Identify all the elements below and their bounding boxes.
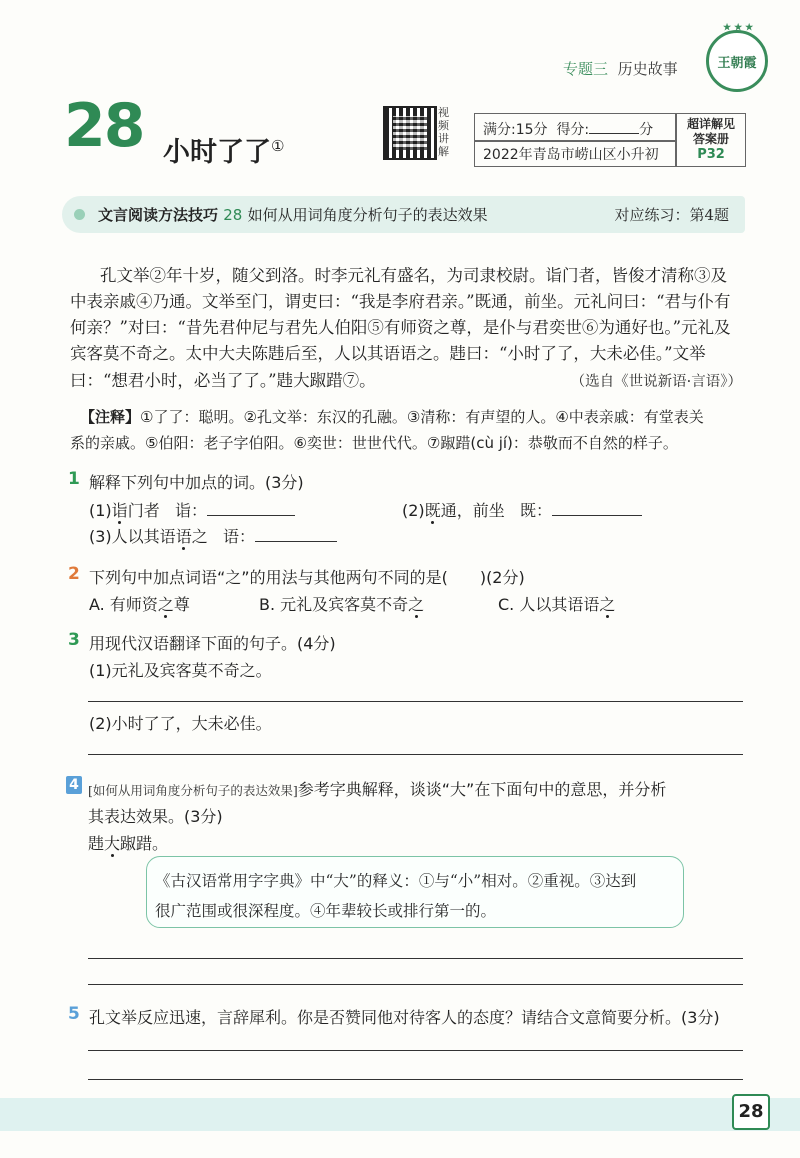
method-banner [62, 196, 745, 233]
question-5-text: 孔文举反应迅速，言辞犀利。你是否赞同他对待客人的态度？请结合文意简要分析。(3分) [89, 1008, 720, 1027]
lesson-number: 28 [64, 91, 144, 161]
question-2-text: 下列句中加点词语“之”的用法与其他两句不同的是( )(2分) [89, 568, 525, 587]
answer-reference [678, 117, 744, 162]
gain-label: 得分: [556, 122, 590, 138]
qr-label: 视频讲解 [438, 106, 449, 158]
score-row [483, 119, 653, 139]
q3-sentence-2: (2)小时了了，大未必佳。 [89, 714, 272, 733]
q5-answer-line-2[interactable] [88, 1079, 743, 1080]
logo-stars: ★★★ [723, 23, 757, 33]
logo-text: 王朝霞 [717, 55, 757, 71]
topic-label: 专题三 历史故事 [563, 60, 678, 78]
passage-citation: （选自《世说新语·言语》） [570, 374, 742, 390]
q2-option-c[interactable]: C. 人以其语语之 [498, 595, 616, 614]
notes-line1 [80, 406, 704, 427]
dictionary-box [146, 856, 684, 928]
exam-source: 2022年青岛市崂山区小升初 [483, 147, 659, 163]
q3-sentence-1: (1)元礼及宾客莫不奇之。 [89, 661, 272, 680]
notes-text1: ①了了：聪明。②孔文举：东汉的孔融。③清称：有声望的人。④中表亲戚：有堂表关 [140, 408, 704, 426]
method-practice: 对应练习：第4题 [614, 206, 729, 224]
question-3-number: 3 [68, 630, 80, 650]
page-number: 28 [732, 1094, 770, 1130]
q2-option-a[interactable]: A. 有师资之尊 [89, 595, 190, 614]
passage-line: 孔文举②年十岁，随父到洛。时李元礼有盛名，为司隶校尉。诣门者，皆俊才清称③及 [100, 266, 727, 285]
q1-answer-2[interactable] [552, 515, 642, 516]
question-4-text2: 其表达效果。(3分) [88, 807, 223, 826]
score-blank[interactable] [589, 133, 639, 134]
q3-answer-line-2[interactable] [88, 754, 743, 755]
q2-option-b[interactable]: B. 元礼及宾客莫不奇之 [259, 595, 425, 614]
topic-name: 历史故事 [617, 60, 678, 78]
full-score: 满分:15分 [483, 122, 548, 138]
q4-answer-line-2[interactable] [88, 984, 743, 985]
q1-item-2: (2)既通，前坐 既： [402, 498, 642, 521]
question-4-text1: 参考字典解释，谈谈“大”在下面句中的意思，并分析 [297, 780, 667, 799]
notes-line2: 系的亲戚。⑤伯阳：老子字伯阳。⑥奕世：世世代代。⑦踧踖(cù jí)：恭敬而不自然的样子。 [70, 434, 678, 452]
q1-answer-3[interactable] [255, 541, 337, 542]
passage-line: 宾客莫不奇之。太中大夫陈韪后至，人以其语语之。韪曰：“小时了了，大未必佳。”文举 [70, 344, 706, 363]
q1-item-1: (1)诣门者 诣： [89, 498, 295, 521]
q1-dotted-word: 诣 [111, 501, 128, 520]
footer-band [0, 1098, 800, 1131]
q4-answer-line-1[interactable] [88, 958, 743, 959]
gain-unit: 分 [639, 122, 654, 138]
q5-answer-line-1[interactable] [88, 1050, 743, 1051]
lesson-title [163, 130, 284, 169]
passage-line: 曰：“想君小时，必当了了。”韪大踧踖⑦。 [70, 371, 376, 390]
q1-dotted-word: 既 [424, 501, 441, 520]
method-number: 28 [223, 206, 243, 224]
question-3-text: 用现代汉语翻译下面的句子。(4分) [89, 634, 336, 653]
q1-answer-1[interactable] [207, 515, 295, 516]
q4-sentence: 韪大踧踖。 [88, 834, 169, 853]
notes-label: 【注释】 [80, 408, 141, 426]
method-description: 如何从用词角度分析句子的表达效果 [247, 206, 488, 224]
q3-answer-line-1[interactable] [88, 701, 743, 702]
qr-code-icon[interactable] [383, 106, 437, 160]
ref-line2: 答案册 [692, 132, 729, 146]
dict-line-1: 《古汉语常用字字典》中“大”的释义：①与“小”相对。②重视。③达到 [155, 872, 637, 890]
question-2-number: 2 [68, 564, 80, 584]
ref-page: P32 [697, 147, 725, 162]
title-footnote: ① [271, 137, 285, 155]
q1-dotted-word: 语 [175, 527, 192, 546]
passage-line: 中表亲戚④乃通。文举至门，谓吏曰：“我是李府君亲。”既通，前坐。元礼问曰：“君与仆有 [70, 292, 731, 311]
lesson-title-text: 小时了了 [163, 137, 271, 168]
question-1-text: 解释下列句中加点的词。(3分) [89, 473, 304, 492]
method-label: 文言阅读方法技巧 [98, 206, 219, 224]
score-info-box [474, 113, 746, 167]
q1-item-3: (3)人以其语语之 语： [89, 524, 337, 547]
question-1-number: 1 [68, 469, 80, 489]
brand-logo [706, 23, 768, 92]
question-4-line1 [88, 777, 666, 800]
banner-dot-icon [74, 209, 85, 220]
question-4-hint: [如何从用词角度分析句子的表达效果] [88, 783, 298, 798]
dict-line-2: 很广范围或很深程度。④年辈较长或排行第一的。 [155, 902, 497, 920]
question-5-number: 5 [68, 1004, 80, 1024]
ref-line1: 超详解见 [686, 117, 735, 131]
question-4-number: 4 [66, 776, 82, 794]
passage-line: 何亲？”对曰：“昔先君仲尼与君先人伯阳⑤有师资之尊，是仆与君奕世⑥为通好也。”元礼及 [70, 318, 731, 337]
